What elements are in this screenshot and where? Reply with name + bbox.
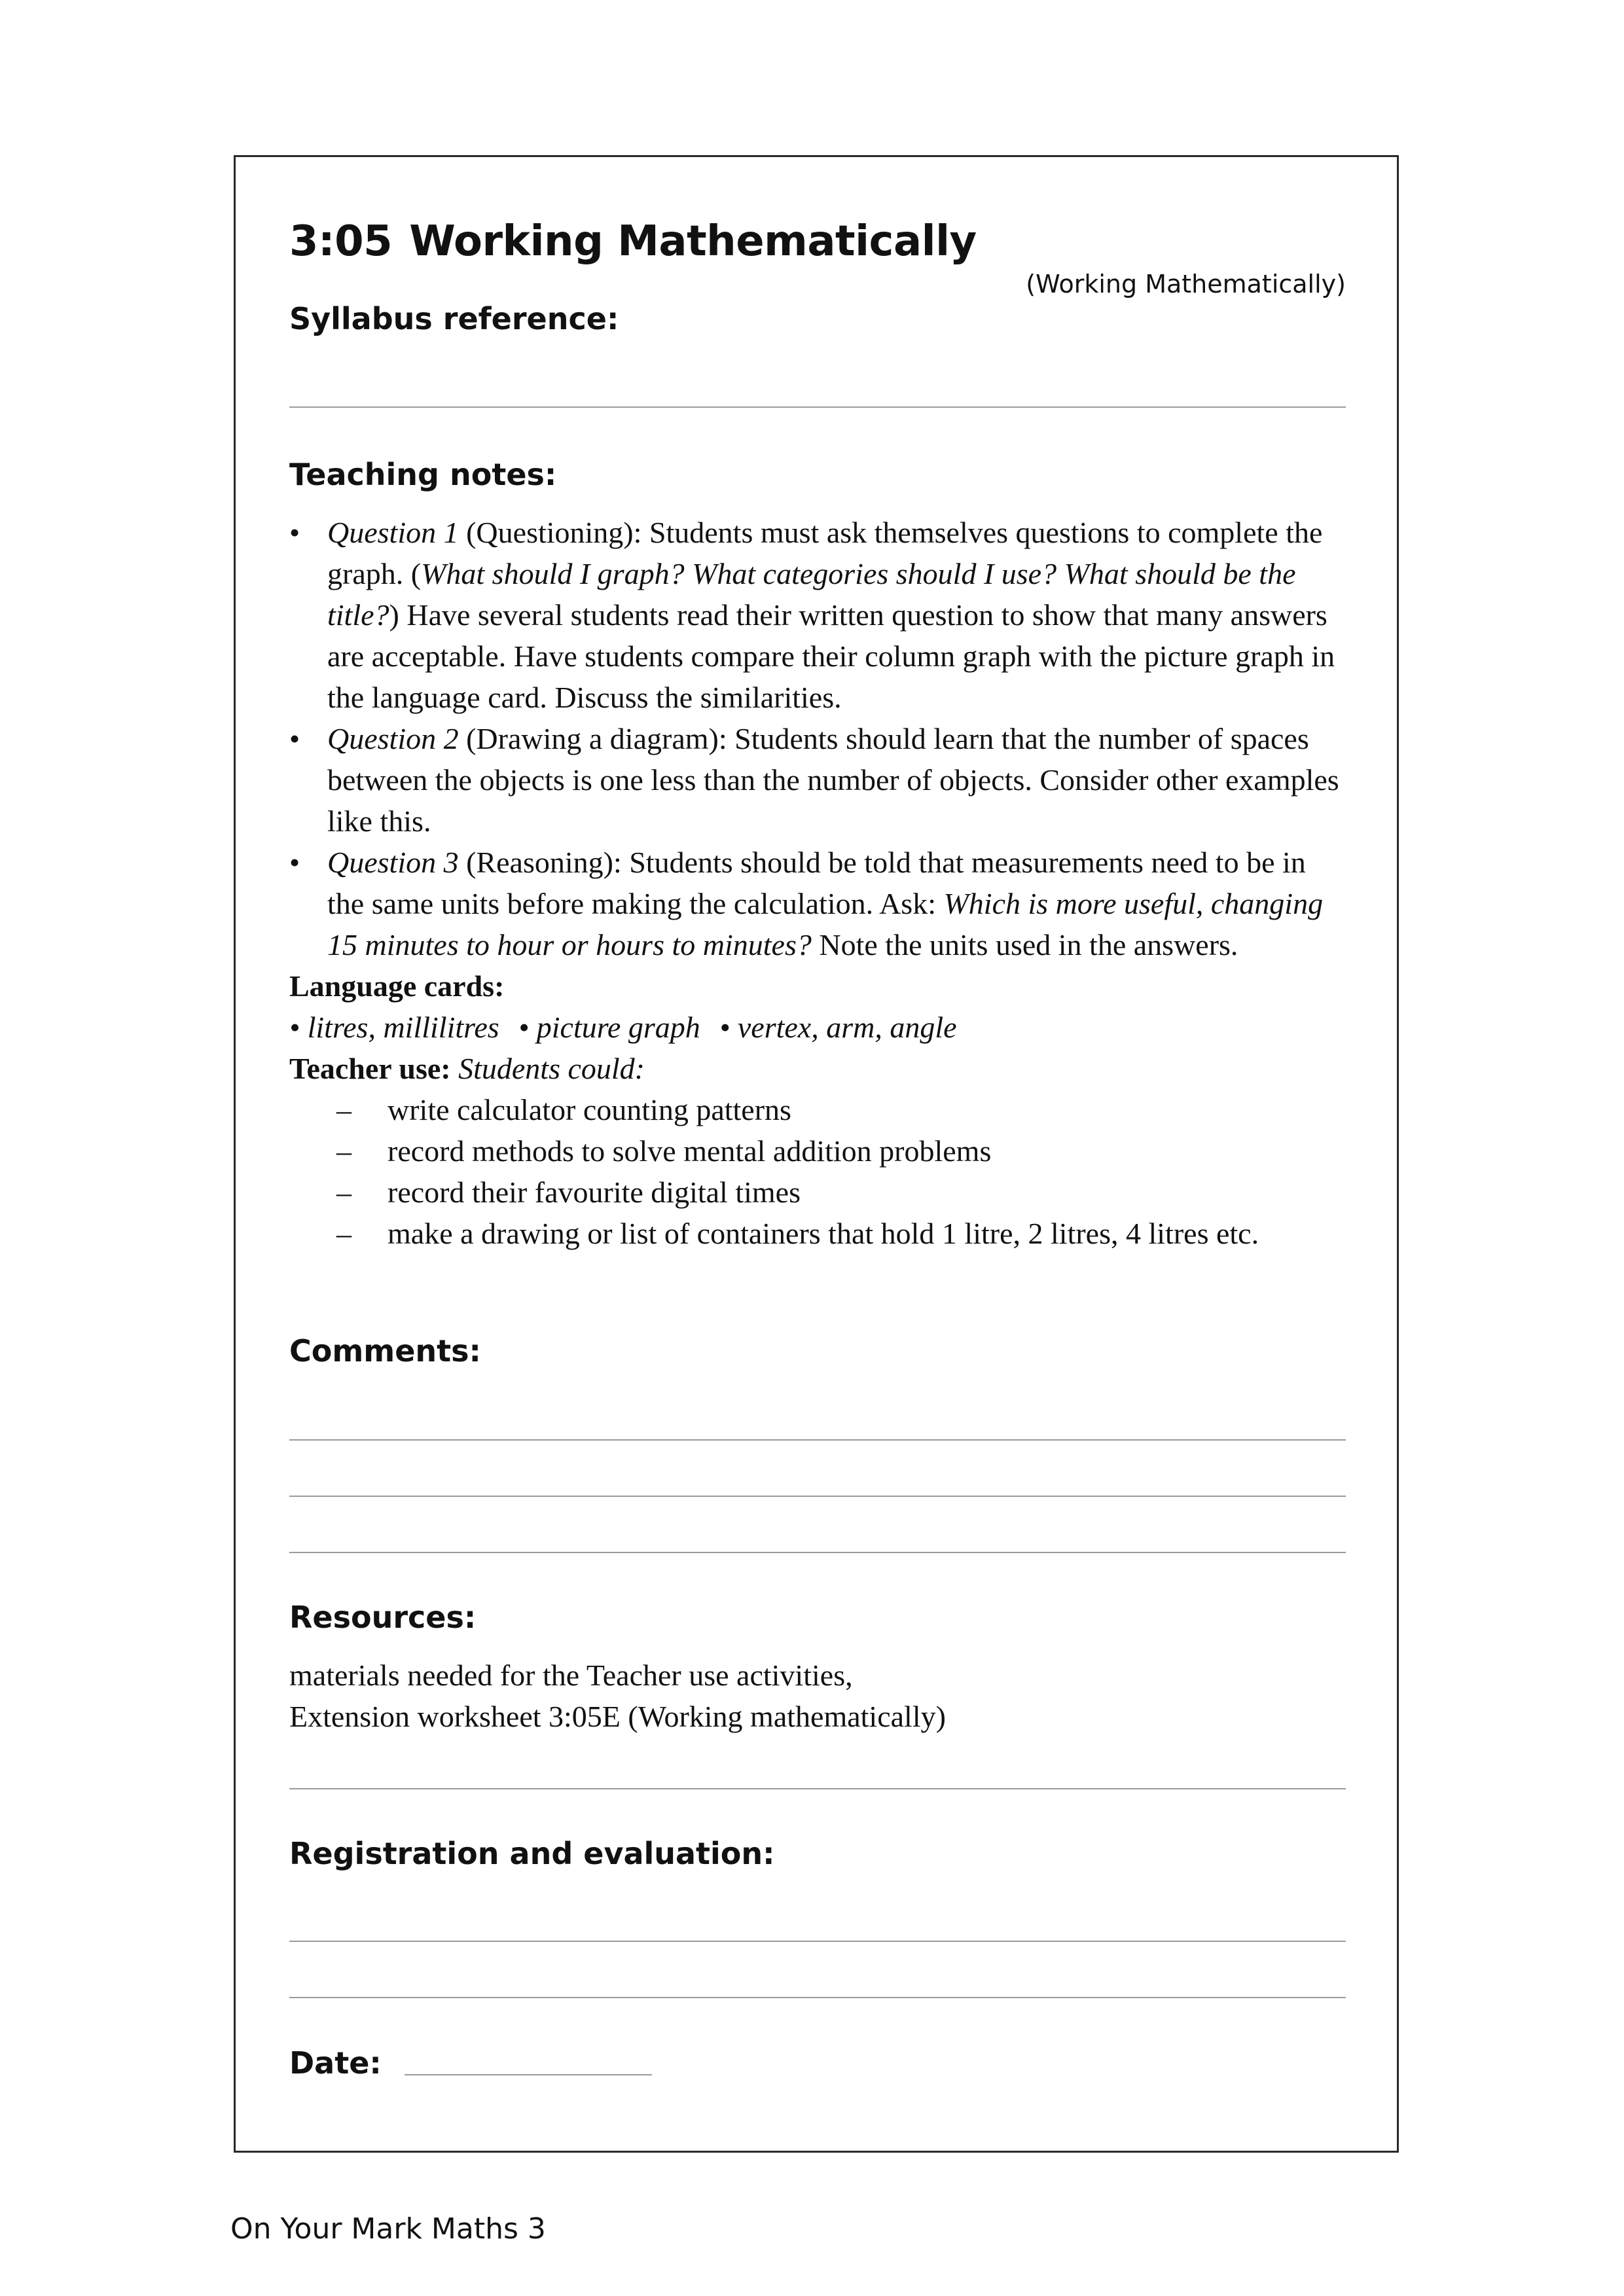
dash-glyph: – <box>336 1217 352 1250</box>
language-cards-heading: Language cards: <box>289 969 505 1003</box>
question-3-note <box>289 842 1346 965</box>
resources-heading: Resources: <box>289 1600 477 1635</box>
resources-line: materials needed for the Teacher use activities, <box>289 1659 853 1692</box>
teacher-use-item <box>289 1213 1346 1254</box>
page-title <box>289 217 977 266</box>
resources-line: Extension worksheet 3:05E (Working mathematically) <box>289 1700 946 1733</box>
question-1-text-c: ) Have several students read their written question to show that many answers are acceptable. Have students compare their column graph with the picture graph in the language card. Discuss the similarities. <box>327 598 1335 714</box>
bullet-glyph: • <box>289 516 300 549</box>
question-2-text-a: (Drawing a diagram): Students should learn that the number of spaces between the objects is one less than the number of objects. Consider other examples like this. <box>327 722 1339 838</box>
question-notes-list <box>289 512 1346 965</box>
teacher-use-heading: Teacher use: <box>289 1052 451 1085</box>
teacher-use-intro: Students could: <box>450 1052 645 1085</box>
teacher-use-item-text: make a drawing or list of containers that hold 1 litre, 2 litres, 4 litres etc. <box>388 1217 1259 1250</box>
question-1-text-italic: What should I graph? What categories should I use? What should be the title? <box>327 557 1296 632</box>
section-number: 3:05 <box>289 217 393 266</box>
resources-writing-line <box>289 1788 1346 1789</box>
question-2-note <box>289 718 1346 842</box>
teaching-notes-frame <box>234 155 1399 2153</box>
syllabus-heading: Syllabus reference: <box>289 301 619 336</box>
dash-glyph: – <box>336 1134 352 1168</box>
teacher-use-item <box>289 1172 1346 1213</box>
teacher-use-line <box>289 1048 1346 1089</box>
teaching-notes-body <box>289 512 1346 1254</box>
section-title: Working Mathematically <box>409 217 977 266</box>
language-card-item: • vertex, arm, angle <box>719 1011 957 1044</box>
bullet-glyph: • <box>289 722 300 755</box>
resources-text <box>289 1655 1346 1737</box>
dash-glyph: – <box>336 1175 352 1209</box>
date-writing-line <box>405 2074 652 2075</box>
teacher-use-item-text: record methods to solve mental addition problems <box>388 1134 992 1168</box>
comments-heading: Comments: <box>289 1333 481 1369</box>
question-3-text-a: (Reasoning): Students should be told that measurements need to be in the same units before making the calculation. Ask: <box>327 846 1306 920</box>
dash-glyph: – <box>336 1093 352 1126</box>
registration-heading: Registration and evaluation: <box>289 1836 775 1871</box>
teacher-use-item <box>289 1130 1346 1172</box>
strand-label: (Working Mathematically) <box>1026 270 1346 298</box>
book-footer: On Your Mark Maths 3 <box>230 2212 546 2246</box>
question-3-label: Question 3 <box>327 846 459 879</box>
question-1-text-a: (Questioning): Students must ask themselves questions to complete the graph. ( <box>327 516 1323 590</box>
teacher-use-item-text: write calculator counting patterns <box>388 1093 791 1126</box>
bullet-glyph: • <box>289 846 300 879</box>
teacher-use-item <box>289 1089 1346 1130</box>
language-card-item: • litres, millilitres <box>289 1011 499 1044</box>
syllabus-writing-line <box>289 406 1346 408</box>
question-1-note <box>289 512 1346 718</box>
teacher-use-item-text: record their favourite digital times <box>388 1175 801 1209</box>
language-card-item: • picture graph <box>518 1011 700 1044</box>
language-cards-list <box>289 1007 1346 1048</box>
question-3-text-italic: Which is more useful, changing 15 minutes to hour or hours to minutes? <box>327 887 1324 961</box>
comments-writing-line <box>289 1496 1346 1497</box>
question-3-text-c: Note the units used in the answers. <box>811 928 1238 961</box>
teaching-notes-heading: Teaching notes: <box>289 457 557 492</box>
question-1-label: Question 1 <box>327 516 459 549</box>
question-2-label: Question 2 <box>327 722 459 755</box>
comments-writing-line <box>289 1439 1346 1441</box>
registration-writing-line <box>289 1997 1346 1998</box>
comments-writing-line <box>289 1552 1346 1553</box>
date-heading: Date: <box>289 2045 382 2081</box>
registration-writing-line <box>289 1941 1346 1942</box>
teacher-use-list <box>289 1089 1346 1254</box>
